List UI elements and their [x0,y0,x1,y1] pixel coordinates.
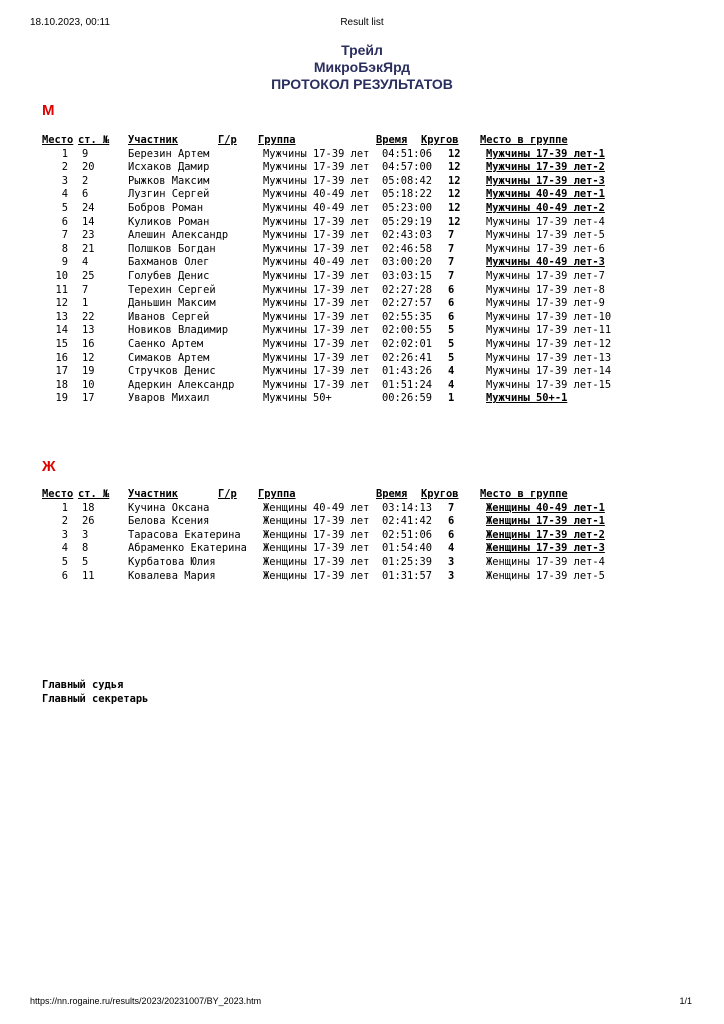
bib-cell: 20 [82,161,95,174]
place-cell: 5 [61,201,68,214]
bib-cell: 18 [82,501,95,514]
bib-cell: 9 [82,147,89,160]
name-cell: Терехин Сергей [128,283,216,296]
laps-cell: 4 [448,542,455,555]
group-place-cell: Мужчины 17-39 лет-5 [486,229,605,242]
group-cell: Мужчины 40-49 лет [263,188,370,201]
group-place-cell: Мужчины 17-39 лет-11 [486,324,612,337]
name-cell: Алешин Александр [128,229,229,242]
table-row [42,161,682,175]
group-cell: Мужчины 17-39 лет [263,378,370,391]
group-place-cell: Женщины 17-39 лет-3 [486,542,605,555]
table-row [42,515,682,529]
laps-cell: 6 [448,515,455,528]
name-cell: Абраменко Екатерина [128,542,247,555]
col-time-header: Время [376,488,408,500]
laps-cell: 3 [448,555,455,568]
event-line-2: МикроБэкЯрд [313,59,411,75]
table-row [42,542,682,556]
place-cell: 3 [61,528,68,541]
table-header [42,134,682,148]
event-line-3: ПРОТОКОЛ РЕЗУЛЬТАТОВ [271,76,453,92]
group-cell: Мужчины 17-39 лет [263,337,370,350]
chief-secretary-label: Главный секретарь [42,693,149,705]
group-place-cell: Мужчины 40-49 лет-3 [486,256,605,269]
name-cell: Бахманов Олег [128,256,210,269]
group-place-cell: Женщины 17-39 лет-2 [486,528,605,541]
table-row [42,502,682,516]
time-cell: 03:03:15 [382,269,433,282]
time-cell: 00:26:59 [382,392,433,405]
group-cell: Мужчины 50+ [263,392,332,405]
table-row [42,311,682,325]
col-group-place-header: Место в группе [480,488,568,500]
bib-cell: 23 [82,229,95,242]
group-place-cell: Мужчины 17-39 лет-3 [486,174,605,187]
group-cell: Женщины 17-39 лет [263,515,370,528]
results-table-women [42,488,682,583]
table-row [42,270,682,284]
name-cell: Тарасова Екатерина [128,528,241,541]
group-cell: Мужчины 17-39 лет [263,324,370,337]
col-name-header: Участник [128,488,179,500]
group-cell: Женщины 17-39 лет [263,542,370,555]
group-cell: Женщины 17-39 лет [263,555,370,568]
group-place-cell: Женщины 17-39 лет-1 [486,515,605,528]
group-cell: Мужчины 17-39 лет [263,297,370,310]
col-group-header: Группа [258,488,296,500]
table-row [42,229,682,243]
section-letter-men: М [42,102,55,119]
name-cell: Березин Артем [128,147,210,160]
place-cell: 9 [61,256,68,269]
name-cell: Симаков Артем [128,351,210,364]
laps-cell: 12 [448,161,461,174]
bib-cell: 22 [82,310,95,323]
bib-cell: 1 [82,297,89,310]
group-place-cell: Мужчины 17-39 лет-15 [486,378,612,391]
table-row [42,284,682,298]
bib-cell: 7 [82,283,89,296]
time-cell: 05:18:22 [382,188,433,201]
bib-cell: 5 [82,555,89,568]
bib-cell: 16 [82,337,95,350]
laps-cell: 4 [448,378,455,391]
place-cell: 3 [61,174,68,187]
laps-cell: 5 [448,337,455,350]
group-place-cell: Мужчины 17-39 лет-4 [486,215,605,228]
laps-cell: 3 [448,569,455,582]
place-cell: 16 [55,351,68,364]
table-row [42,338,682,352]
place-cell: 10 [55,269,68,282]
time-cell: 02:51:06 [382,528,433,541]
laps-cell: 12 [448,174,461,187]
bib-cell: 6 [82,188,89,201]
name-cell: Лузгин Сергей [128,188,210,201]
bib-cell: 17 [82,392,95,405]
place-cell: 2 [61,515,68,528]
laps-cell: 12 [448,147,461,160]
col-group-header: Группа [258,134,296,146]
bib-cell: 12 [82,351,95,364]
laps-cell: 7 [448,242,455,255]
table-row [42,202,682,216]
table-row [42,148,682,162]
event-line-1: Трейл [341,42,383,58]
time-cell: 02:00:55 [382,324,433,337]
group-place-cell: Мужчины 17-39 лет-12 [486,337,612,350]
col-laps-header: Кругов [421,488,459,500]
print-datetime: 18.10.2023, 00:11 [30,17,110,28]
group-cell: Мужчины 17-39 лет [263,365,370,378]
place-cell: 15 [55,337,68,350]
name-cell: Рыжков Максим [128,174,210,187]
bib-cell: 3 [82,528,89,541]
col-laps-header: Кругов [421,134,459,146]
table-row [42,216,682,230]
col-year-header: Г/р [218,134,237,146]
time-cell: 01:31:57 [382,569,433,582]
bib-cell: 25 [82,269,95,282]
place-cell: 17 [55,365,68,378]
results-table-men [42,134,682,406]
place-cell: 13 [55,310,68,323]
place-cell: 4 [61,542,68,555]
time-cell: 04:57:00 [382,161,433,174]
time-cell: 05:29:19 [382,215,433,228]
place-cell: 18 [55,378,68,391]
group-cell: Мужчины 17-39 лет [263,242,370,255]
signatures [42,678,148,706]
group-place-cell: Мужчины 17-39 лет-2 [486,161,605,174]
col-place-header: Место [42,134,74,146]
name-cell: Ковалева Мария [128,569,216,582]
time-cell: 02:46:58 [382,242,433,255]
group-place-cell: Женщины 40-49 лет-1 [486,501,605,514]
col-place-header: Место [42,488,74,500]
group-cell: Мужчины 40-49 лет [263,256,370,269]
bib-cell: 21 [82,242,95,255]
place-cell: 5 [61,555,68,568]
name-cell: Бобров Роман [128,201,204,214]
group-cell: Мужчины 17-39 лет [263,283,370,296]
time-cell: 05:23:00 [382,201,433,214]
place-cell: 6 [61,215,68,228]
time-cell: 01:43:26 [382,365,433,378]
group-place-cell: Мужчины 17-39 лет-6 [486,242,605,255]
name-cell: Полшков Богдан [128,242,216,255]
time-cell: 02:55:35 [382,310,433,323]
laps-cell: 4 [448,365,455,378]
time-cell: 02:41:42 [382,515,433,528]
place-cell: 11 [55,283,68,296]
col-time-header: Время [376,134,408,146]
name-cell: Курбатова Юлия [128,555,216,568]
group-place-cell: Мужчины 40-49 лет-1 [486,188,605,201]
table-row [42,365,682,379]
laps-cell: 6 [448,283,455,296]
group-place-cell: Мужчины 50+-1 [486,392,568,405]
group-cell: Мужчины 17-39 лет [263,310,370,323]
group-place-cell: Мужчины 17-39 лет-7 [486,269,605,282]
name-cell: Адеркин Александр [128,378,235,391]
group-place-cell: Мужчины 17-39 лет-10 [486,310,612,323]
table-row [42,243,682,257]
group-place-cell: Мужчины 40-49 лет-2 [486,201,605,214]
group-place-cell: Мужчины 17-39 лет-13 [486,351,612,364]
group-place-cell: Женщины 17-39 лет-4 [486,555,605,568]
name-cell: Иванов Сергей [128,310,210,323]
table-row [42,379,682,393]
group-cell: Мужчины 17-39 лет [263,215,370,228]
table-row [42,256,682,270]
place-cell: 4 [61,188,68,201]
time-cell: 02:02:01 [382,337,433,350]
laps-cell: 5 [448,324,455,337]
group-place-cell: Мужчины 17-39 лет-1 [486,147,605,160]
section-letter-women: Ж [42,458,56,475]
name-cell: Стручков Денис [128,365,216,378]
bib-cell: 10 [82,378,95,391]
laps-cell: 7 [448,501,455,514]
col-bib-header: ст. № [78,134,110,146]
laps-cell: 5 [448,351,455,364]
group-cell: Мужчины 17-39 лет [263,269,370,282]
name-cell: Уваров Михаил [128,392,210,405]
place-cell: 1 [61,501,68,514]
table-row [42,297,682,311]
laps-cell: 7 [448,229,455,242]
bib-cell: 4 [82,256,89,269]
group-cell: Мужчины 17-39 лет [263,161,370,174]
time-cell: 04:51:06 [382,147,433,160]
col-bib-header: ст. № [78,488,110,500]
place-cell: 1 [61,147,68,160]
laps-cell: 12 [448,215,461,228]
table-row [42,352,682,366]
bib-cell: 2 [82,174,89,187]
col-name-header: Участник [128,134,179,146]
table-row [42,175,682,189]
page-url: https://nn.rogaine.ru/results/2023/20231007/BY_2023.htm [30,996,262,1006]
group-place-cell: Мужчины 17-39 лет-8 [486,283,605,296]
chief-judge-label: Главный судья [42,679,124,691]
name-cell: Саенко Артем [128,337,204,350]
table-row [42,324,682,338]
table-row [42,529,682,543]
laps-cell: 7 [448,256,455,269]
col-year-header: Г/р [218,488,237,500]
table-row [42,392,682,406]
laps-cell: 12 [448,201,461,214]
place-cell: 6 [61,569,68,582]
table-row [42,570,682,584]
group-cell: Мужчины 17-39 лет [263,174,370,187]
group-cell: Мужчины 17-39 лет [263,351,370,364]
name-cell: Новиков Владимир [128,324,229,337]
table-row [42,556,682,570]
group-cell: Женщины 17-39 лет [263,569,370,582]
table-header [42,488,682,502]
laps-cell: 6 [448,528,455,541]
laps-cell: 6 [448,310,455,323]
time-cell: 02:26:41 [382,351,433,364]
group-cell: Мужчины 17-39 лет [263,147,370,160]
bib-cell: 13 [82,324,95,337]
bib-cell: 8 [82,542,89,555]
name-cell: Голубев Денис [128,269,210,282]
place-cell: 7 [61,229,68,242]
laps-cell: 1 [448,392,455,405]
name-cell: Исхаков Дамир [128,161,210,174]
name-cell: Кучина Оксана [128,501,210,514]
time-cell: 01:54:40 [382,542,433,555]
table-row [42,188,682,202]
group-cell: Женщины 17-39 лет [263,528,370,541]
time-cell: 03:00:20 [382,256,433,269]
group-place-cell: Мужчины 17-39 лет-14 [486,365,612,378]
bib-cell: 19 [82,365,95,378]
group-cell: Мужчины 40-49 лет [263,201,370,214]
place-cell: 14 [55,324,68,337]
col-group-place-header: Место в группе [480,134,568,146]
laps-cell: 7 [448,269,455,282]
group-place-cell: Женщины 17-39 лет-5 [486,569,605,582]
bib-cell: 14 [82,215,95,228]
group-place-cell: Мужчины 17-39 лет-9 [486,297,605,310]
time-cell: 03:14:13 [382,501,433,514]
place-cell: 2 [61,161,68,174]
group-cell: Мужчины 17-39 лет [263,229,370,242]
name-cell: Белова Ксения [128,515,210,528]
laps-cell: 6 [448,297,455,310]
bib-cell: 26 [82,515,95,528]
time-cell: 01:51:24 [382,378,433,391]
place-cell: 19 [55,392,68,405]
name-cell: Даньшин Максим [128,297,216,310]
bib-cell: 24 [82,201,95,214]
time-cell: 05:08:42 [382,174,433,187]
time-cell: 02:43:03 [382,229,433,242]
time-cell: 02:27:57 [382,297,433,310]
page-number: 1/1 [679,996,692,1006]
group-cell: Женщины 40-49 лет [263,501,370,514]
time-cell: 02:27:28 [382,283,433,296]
time-cell: 01:25:39 [382,555,433,568]
place-cell: 8 [61,242,68,255]
event-title-block [0,42,724,93]
place-cell: 12 [55,297,68,310]
name-cell: Куликов Роман [128,215,210,228]
print-title: Result list [340,17,384,28]
laps-cell: 12 [448,188,461,201]
bib-cell: 11 [82,569,95,582]
